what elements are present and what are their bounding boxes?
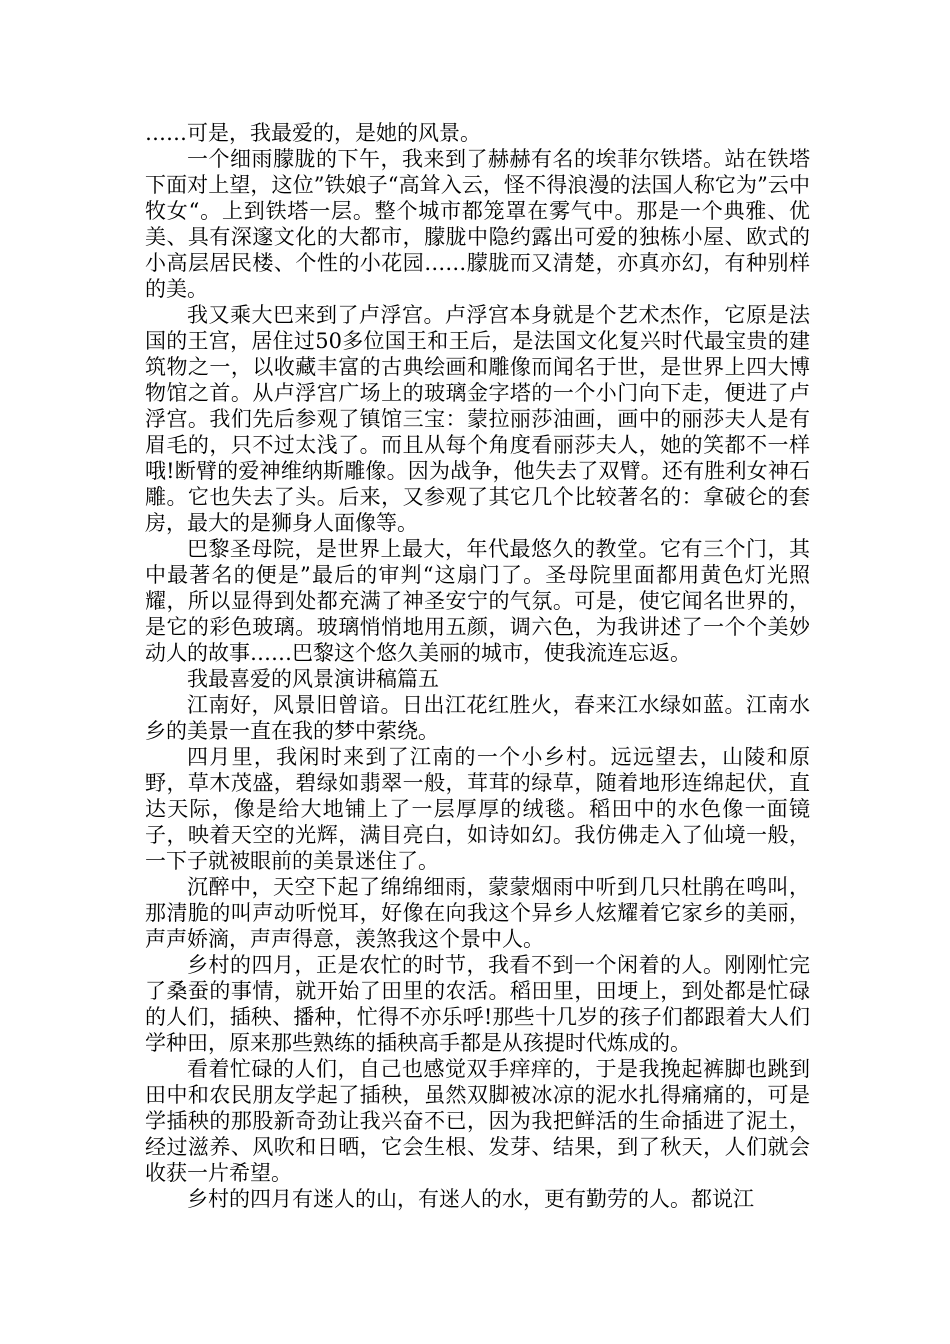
document-page [145, 120, 810, 1212]
paragraph-8: 乡村的四月，正是农忙的时节，我看不到一个闲着的人。刚刚忙完了桑蚕的事情，就开始了田里的农活。稻田里，田埂上，到处都是忙碌的人们，插秧、播种，忙得不亦乐呼!那些十几岁的孩子们都跟着大人们学种田，原来那些熟练的插秧高手都是从孩提时代炼成的。 [145, 953, 810, 1055]
paragraph-2: 一个细雨朦胧的下午，我来到了赫赫有名的埃菲尔铁塔。站在铁塔下面对上望，这位”铁娘子“高耸入云，怪不得浪漫的法国人称它为”云中牧女“。上到铁塔一层。整个城市都笼罩在雾气中。那是一个典雅、优美、具有深邃文化的大都市，朦胧中隐约露出可爱的独栋小屋、欧式的小高层居民楼、个性的小花园……朦胧而又清楚，亦真亦幻，有种别样的美。 [145, 147, 810, 301]
section-heading: 我最喜爱的风景演讲稿篇五 [187, 667, 439, 691]
paragraph-4: 巴黎圣母院，是世界上最大，年代最悠久的教堂。它有三个门，其中最著名的便是”最后的审判“这扇门了。圣母院里面都用黄色灯光照耀，所以显得到处都充满了神圣安宁的气氛。可是，使它闻名世界的，是它的彩色玻璃。玻璃悄悄地用五颜，调六色，为我讲述了一个个美妙动人的故事……巴黎这个悠久美丽的城市，使我流连忘返。 [145, 537, 810, 665]
paragraph-1: ……可是，我最爱的，是她的风景。 [145, 121, 481, 145]
paragraph-6: 四月里，我闲时来到了江南的一个小乡村。远远望去，山陵和原野，草木茂盛，碧绿如翡翠一般，茸茸的绿草，随着地形连绵起伏，直达天际，像是给大地铺上了一层厚厚的绒毯。稻田中的水色像一面镜子，映着天空的光辉，满目亮白，如诗如幻。我仿佛走入了仙境一般，一下子就被眼前的美景迷住了。 [145, 745, 810, 873]
paragraph-7: 沉醉中，天空下起了绵绵细雨，蒙蒙烟雨中听到几只杜鹃在鸣叫，那清脆的叫声动听悦耳，好像在向我这个异乡人炫耀着它家乡的美丽，声声娇滴，声声得意，羡煞我这个景中人。 [145, 875, 810, 951]
paragraph-9: 看着忙碌的人们，自己也感觉双手痒痒的，于是我挽起裤脚也跳到田中和农民朋友学起了插秧，虽然双脚被冰凉的泥水扎得痛痛的，可是学插秧的那股新奇劲让我兴奋不已，因为我把鲜活的生命插进了泥土，经过滋养、风吹和日晒，它会生根、发芽、结果，到了秋天，人们就会收获一片希望。 [145, 1057, 810, 1185]
paragraph-5: 江南好，风景旧曾谙。日出江花红胜火，春来江水绿如蓝。江南水乡的美景一直在我的梦中萦绕。 [145, 693, 810, 743]
paragraph-10: 乡村的四月有迷人的山，有迷人的水，更有勤劳的人。都说江 [187, 1187, 754, 1211]
paragraph-3: 我又乘大巴来到了卢浮宫。卢浮宫本身就是个艺术杰作，它原是法国的王宫，居住过50多位国王和王后，是法国文化复兴时代最宝贵的建筑物之一，以收藏丰富的古典绘画和雕像而闻名于世，是世界上四大博物馆之首。从卢浮宫广场上的玻璃金字塔的一个小门向下走，便进了卢浮宫。我们先后参观了镇馆三宝：蒙拉丽莎油画，画中的丽莎夫人是有眉毛的，只不过太浅了。而且从每个角度看丽莎夫人，她的笑都不一样哦!断臂的爱神维纳斯雕像。因为战争，他失去了双臂。还有胜利女神石雕。它也失去了头。后来，又参观了其它几个比较著名的：拿破仑的套房，最大的是狮身人面像等。 [145, 303, 810, 535]
